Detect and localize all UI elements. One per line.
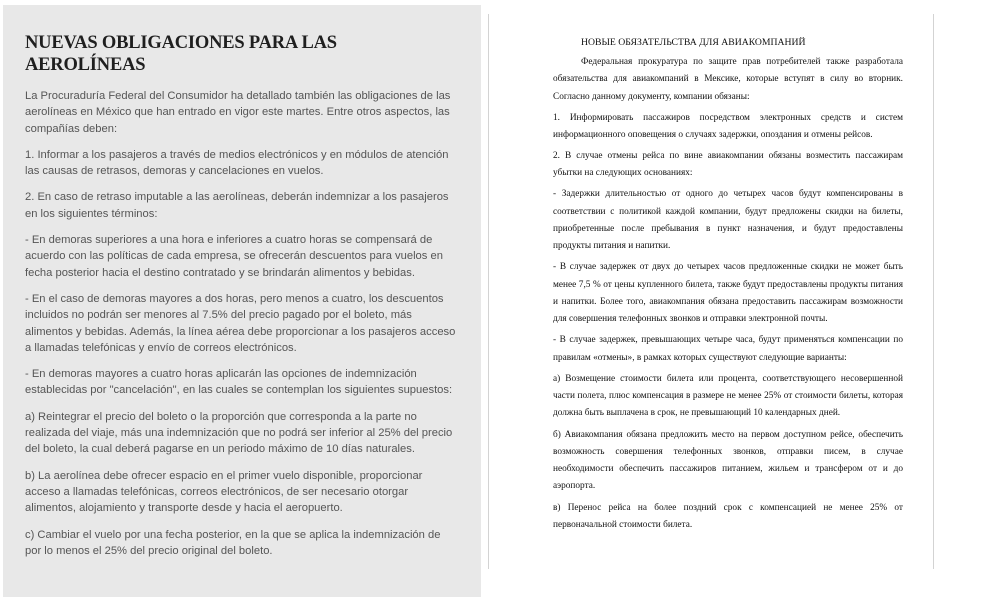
spanish-paragraph-delay-over-4h: - En demoras mayores a cuatro horas aplicarán las opciones de indemnización establecidas por "cancelación", en las cuales se contemplan los siguientes supuestos:: [25, 368, 453, 397]
russian-paragraph-item-2: 2. В случае отмены рейса по вине авиакомпании обязаны возместить пассажирам убытки на следующих основаниях:: [553, 151, 903, 179]
spanish-article-title: NUEVAS OBLIGACIONES PARA LAS AEROLÍNEAS: [25, 33, 337, 75]
russian-paragraph-delay-over-4h: - В случае задержек, превышающих четыре часа, будут применяться компенсации по правилам «отмены», в рамках которых существуют следующие варианты:: [553, 335, 903, 363]
russian-translation-page: [488, 14, 934, 569]
russian-paragraph-option-a: а) Возмещение стоимости билета или процента, соответствующего несовершенной части полета, плюс компенсация в размере не менее 25% от стоимости билеты, которая должна быть выплачена в срок, не превышающий 10 календарных дней.: [553, 373, 903, 419]
russian-paragraph-intro: Федеральная прокуратура по защите прав потребителей также разработала обязательства для авиакомпаний в Мексике, которые вступят в силу во вторник. Согласно данному документу, компании обязаны:: [553, 57, 903, 102]
spanish-paragraph-option-b: b) La aerolínea debe ofrecer espacio en el primer vuelo disponible, proporcionar acceso a llamadas telefónicas, correos electrónicos, de ser necesario otorgar alimentos, alojamiento y transporte desde y hacia el aeropuerto.: [25, 469, 423, 515]
spanish-paragraph-option-a: a) Reintegrar el precio del boleto o la proporción que corresponda a la parte no realizada del viaje, más una indemnización que no podrá ser inferior al 25% del precio del boleto, la cual deberá pagarse en un periodo máximo de 10 días naturales.: [25, 410, 453, 456]
russian-paragraph-option-c: в) Перенос рейса на более поздний срок с компенсацией не менее 25% от первоначальной стоимости билета.: [553, 502, 903, 530]
spanish-paragraph-item-2: 2. En caso de retraso imputable a las aerolíneas, deberán indemnizar a los pasajeros en los siguientes términos:: [25, 191, 449, 220]
russian-paragraph-item-1: 1. Информировать пассажиров посредством электронных средств и систем информационного оповещения о случаях задержки, опоздания и отмены рейсов.: [553, 112, 903, 140]
russian-translation-title: НОВЫЕ ОБЯЗАТЕЛЬСТВА ДЛЯ АВИАКОМПАНИЙ: [581, 37, 806, 48]
spanish-paragraph-delay-1-4h: - En demoras superiores a una hora e inferiores a cuatro horas se compensará de acuerdo con las políticas de cada empresa, se ofrecerán descuentos para vuelos en fecha posterior hacia el destino contratado y se brindarán alimentos y bebidas.: [25, 234, 443, 279]
spanish-article-panel: [3, 5, 481, 597]
russian-paragraph-delay-2-4h: - В случае задержек от двух до четырех часов предложенные скидки не может быть менее 7,5 % от цены купленного билета, также будут предоставлены продукты питания и напитки. Более того, авиакомпания обязана предоставить пассажирам возможности для совершения телефонных звонков и отправки электронной почты.: [553, 262, 903, 325]
russian-paragraph-delay-1-4h: - Задержки длительностью от одного до четырех часов будут компенсированы в соответствии с политикой каждой компании, будут предложены скидки на билеты, приобретенные после пребывания в пункт назначения, и будут предоставлены продукты питания и напитки.: [553, 189, 903, 252]
spanish-paragraph-item-1: 1. Informar a los pasajeros a través de medios electrónicos y en módulos de atención las causas de retrasos, demoras y cancelaciones en vuelos.: [25, 148, 449, 178]
spanish-paragraph-intro: La Procuraduría Federal del Consumidor ha detallado también las obligaciones de las aerolíneas en México que han entrado en vigor este martes. Entre otros aspectos, las compañías deben:: [25, 90, 451, 135]
russian-paragraph-option-b: б) Авиакомпания обязана предложить место на первом доступном рейсе, обеспечить возможность совершения телефонных звонков, отправки писем, в случае необходимости обеспечить пассажиров питанием, жильем и трансфером от и до аэропорта.: [553, 429, 903, 492]
spanish-paragraph-option-c: c) Cambiar el vuelo por una fecha posterior, en la que se aplica la indemnización de por lo menos el 25% del precio original del boleto.: [25, 528, 441, 557]
spanish-paragraph-delay-2-4h: - En el caso de demoras mayores a dos horas, pero menos a cuatro, los descuentos incluidos no podrán ser menores al 7.5% del precio pagado por el boleto, más alimentos y bebidas. Además, la línea aérea debe proporcionar a los pasajeros acceso a llamadas telefónicas y envío de correos electrónicos.: [25, 292, 456, 354]
